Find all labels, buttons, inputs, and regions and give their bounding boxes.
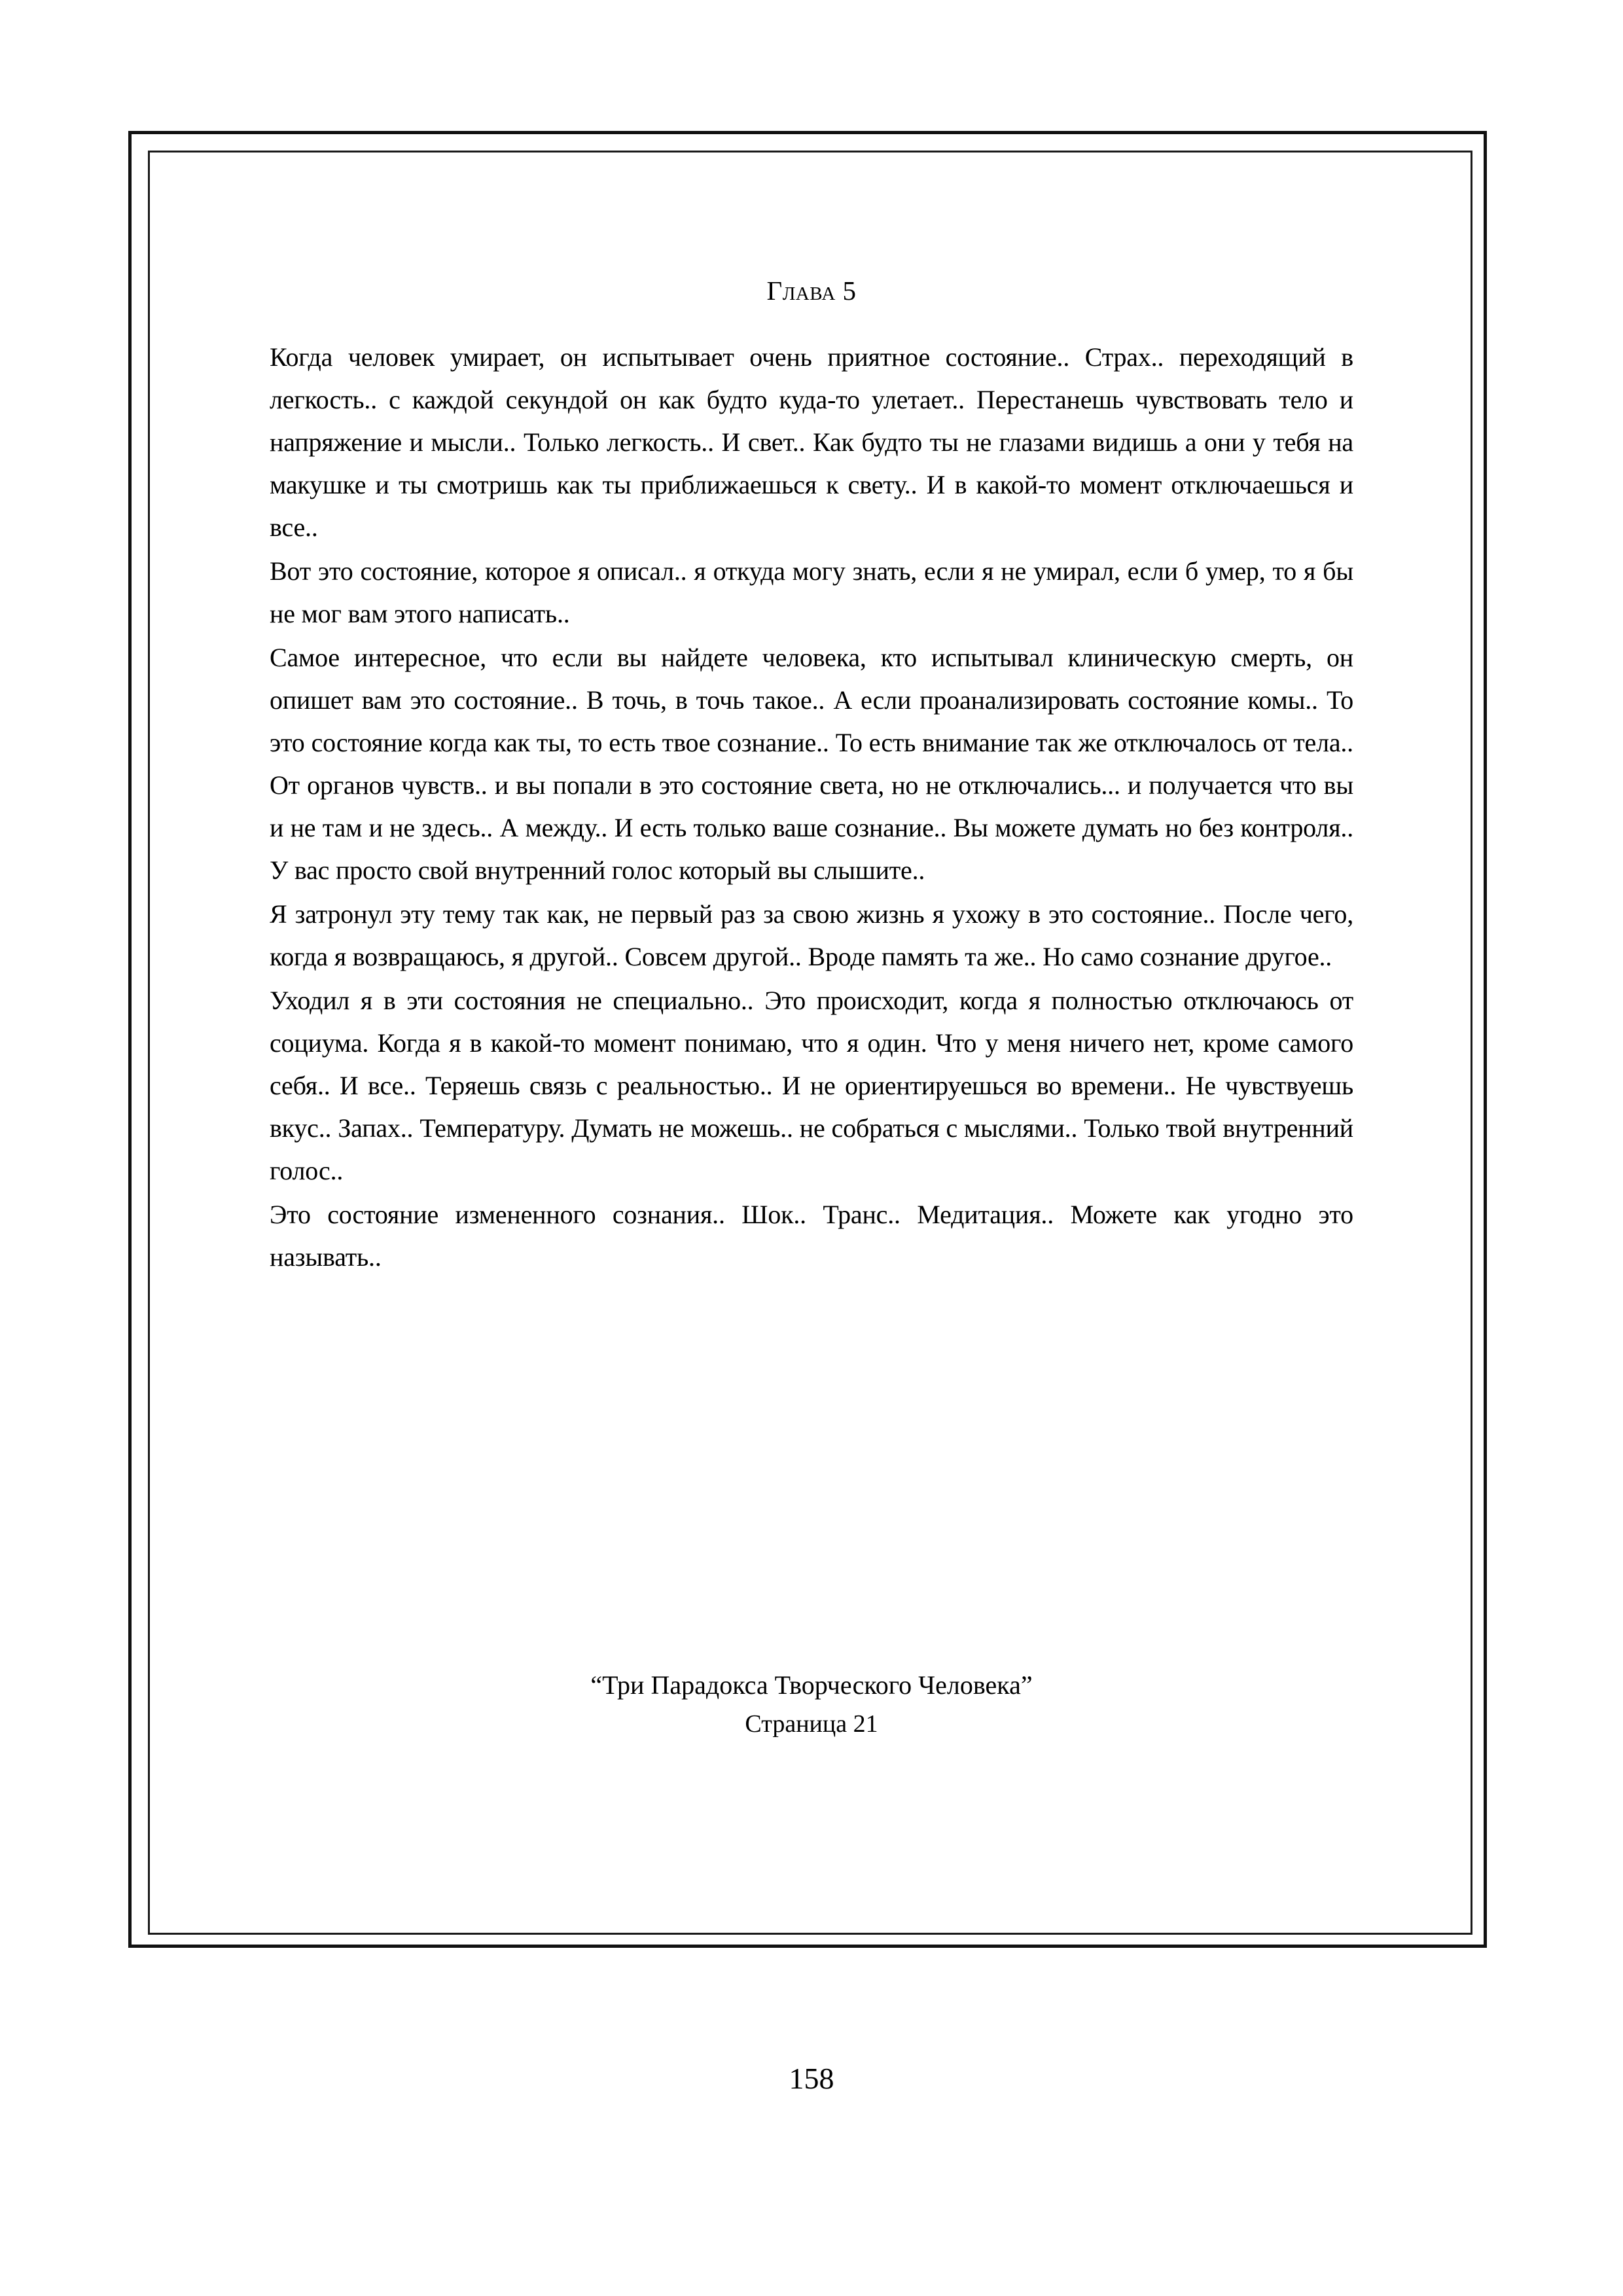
chapter-heading: Глава 5 [766,276,857,306]
page-text-block [270,275,1353,1280]
page-number: 158 [789,2062,834,2095]
book-page-label: Страница 21 [745,1710,878,1738]
body-paragraph: Уходил я в эти состояния не специально.. Это происходит, когда я полностью отключаюсь от социума. Когда я в какой-то момент понимаю, что я один. Что у меня ничего нет, кроме самого себя.. И все.. Теряешь связь с реальностью.. И не ориентируешься во времени.. Не чувствуешь вкус.. Запах.. Температуру. Думать не можешь.. не собраться с мыслями.. Только твой внутренний голос.. [270,986,1353,1186]
body-paragraph: Вот это состояние, которое я описал.. я откуда могу знать, если я не умирал, если б умер, то я бы не мог вам этого написать.. [270,556,1353,629]
body-paragraph: Я затронул эту тему так как, не первый раз за свою жизнь я ухожу в это состояние.. После чего, когда я возвращаюсь, я другой.. Совсем другой.. Вроде память та же.. Но само сознание другое.. [270,899,1353,972]
book-title: “Три Парадокса Творческого Человека” [590,1670,1033,1700]
body-paragraph: Когда человек умирает, он испытывает очень приятное состояние.. Страх.. переходящий в легкость.. с каждой секундой он как будто куда-то улетает.. Перестанешь чувствовать тело и напряжение и мысли.. Только легкость.. И свет.. Как будто ты не глазами видишь а они у тебя на макушке и ты смотришь как ты приближаешься к свету.. И в какой-то момент отключаешься и все.. [270,342,1353,543]
body-paragraph: Самое интересное, что если вы найдете человека, кто испытывал клиническую смерть, он опишет вам это состояние.. В точь, в точь такое.. А если проанализировать состояние комы.. То это состояние когда как ты, то есть твое сознание.. То есть внимание так же отключалось от тела.. От органов чувств.. и вы попали в это состояние света, но не отключались... и получается что вы и не там и не здесь.. А между.. И есть только ваше сознание.. Вы можете думать но без контроля.. У вас просто свой внутренний голос который вы слышите.. [270,643,1353,886]
book-footer [270,1666,1353,1743]
body-paragraph: Это состояние измененного сознания.. Шок.. Транс.. Медитация.. Можете как угодно это называть.. [270,1200,1353,1272]
